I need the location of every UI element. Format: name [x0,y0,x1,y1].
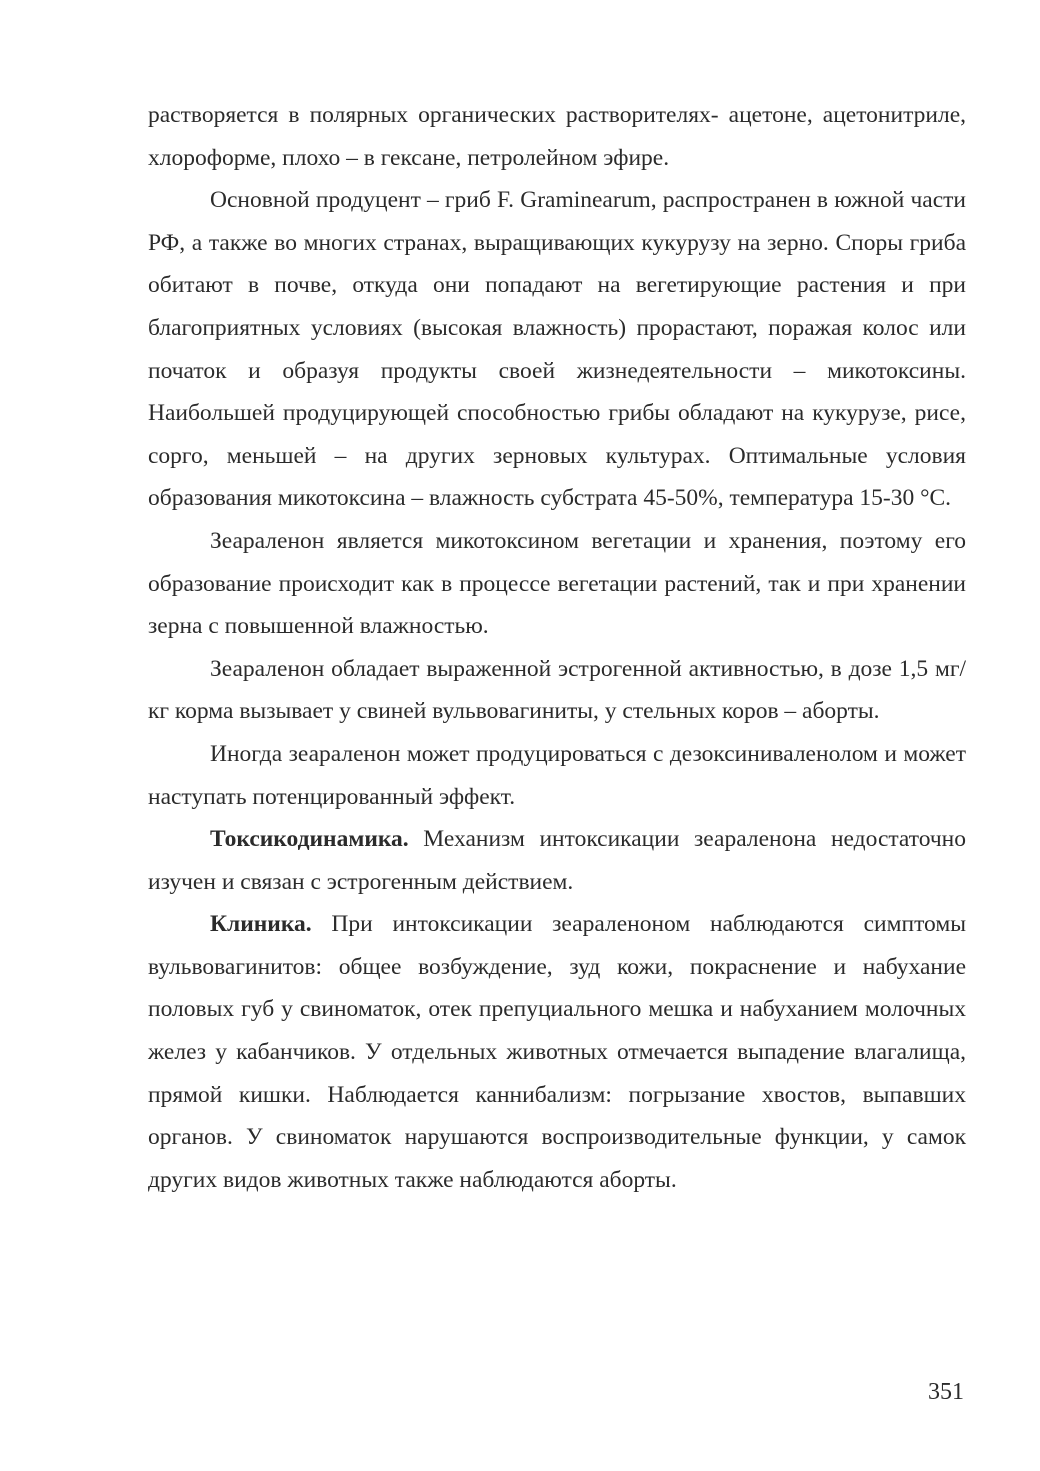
paragraph-vegetation-storage [148,520,966,648]
paragraph-toxicodynamics [148,818,966,903]
page-number: 351 [928,1379,964,1405]
paragraph-text: Механизм интоксикации зеараленона недостаточно изучен и связан с эстрогенным действием. [148,826,966,895]
paragraph-clinic [148,903,966,1201]
paragraph-text: Иногда зеараленон может продуцироваться с дезоксиниваленолом и может наступать потенцированный эффект. [148,740,966,810]
paragraph-solubility [148,94,966,179]
paragraph-text: При интоксикации зеараленоном наблюдаются симптомы вульвовагинитов: общее возбуждение, зуд кожи, покраснение и набухание половых губ у свиноматок, отек препуциального мешка и набуханием молочных желез у кабанчиков. У отдельных животных отмечается выпадение влагалища, прямой кишки. Наблюдается каннибализм: погрызание хвостов, выпавших органов. У свиноматок нарушаются воспроизводительные функции, у самок других видов животных также наблюдаются аборты. [148,911,966,1193]
section-heading-clinic: Клиника. [210,911,312,938]
paragraph-estrogen-activity [148,648,966,733]
paragraph-text: растворяется в полярных органических растворителях- ацетоне, ацетонитриле, хлороформе, плохо – в гексане, петролейном эфире. [148,102,966,171]
paragraph-producer [148,179,966,520]
page-body [148,94,966,1201]
paragraph-text: Зеараленон является микотоксином вегетации и хранения, поэтому его образование происходит как в процессе вегетации растений, так и при хранении зерна с повышенной влажностью. [148,527,966,640]
paragraph-potentiated-effect [148,733,966,818]
paragraph-text: Зеараленон обладает выраженной эстрогенной активностью, в дозе 1,5 мг/кг корма вызывает у свиней вульвовагиниты, у стельных коров – аборты. [148,655,966,725]
paragraph-text: Основной продуцент – гриб F. Graminearum, распространен в южной части РФ, а также во многих странах, выращивающих кукурузу на зерно. Споры гриба обитают в почве, откуда они попадают на вегетирующие растения и при благоприятных условиях (высокая влажность) прорастают, поражая колос или початок и образуя продукты своей жизнедеятельности – микотоксины. Наибольшей продуцирующей способностью грибы обладают на кукурузе, рисе, сорго, меньшей – на других зерновых культурах. Оптимальные условия образования микотоксина – влажность субстрата 45-50%, температура 15-30 °С. [148,187,966,512]
section-heading-toxicodynamics: Токсикодинамика. [210,826,409,853]
